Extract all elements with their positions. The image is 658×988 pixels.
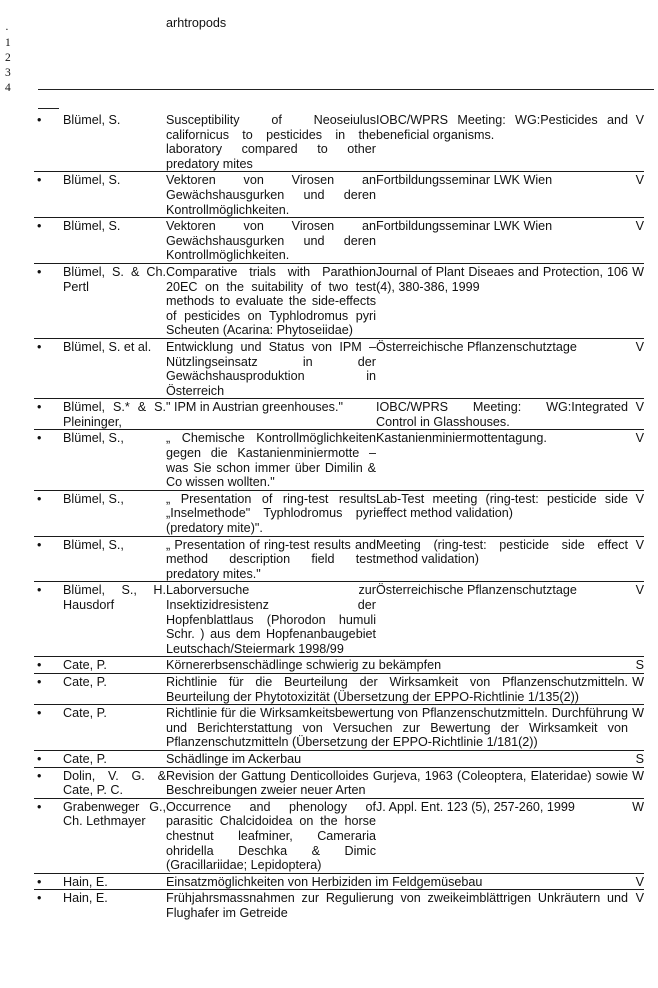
title-cell: „ Presentation of ring-test results and method description field test predatory mites." — [166, 537, 376, 581]
venue-cell: Fortbildungsseminar LWK Wien — [376, 219, 553, 234]
author-cell: Blümel, S., H. Hausdorf — [63, 583, 166, 612]
line-numbers — [5, 26, 11, 96]
bullet-icon: • — [37, 674, 42, 689]
type-cell: V — [635, 537, 644, 552]
author-cell: Blümel, S. et al. — [63, 339, 152, 354]
table-row — [34, 491, 644, 537]
table-row — [34, 264, 644, 339]
author-cell: Hain, E. — [63, 874, 108, 889]
bullet-icon: • — [37, 768, 42, 783]
venue-cell: Österreichische Pflanzenschutztage — [376, 339, 577, 354]
bullet-icon: • — [37, 431, 42, 446]
bullet-icon: • — [37, 891, 42, 906]
line-number: 4 — [5, 82, 11, 94]
venue-cell: Österreichische Pflanzenschutztage — [376, 583, 577, 598]
bullet-icon: • — [37, 173, 42, 188]
table-row — [34, 799, 644, 874]
bullet-icon: • — [37, 706, 42, 721]
title-cell: Occurrence and phenology of parasitic Chalcidoidea on the horse chestnut leafminer, Cameraria ohridella Deschka & Dimic (Gracillariidae; Lepidoptera) — [166, 799, 376, 873]
table-top-rule — [38, 89, 654, 90]
bullet-icon: • — [37, 583, 42, 598]
title-cell: Entwicklung und Status von IPM – Nützlingseinsatz in der Gewächshausproduktion in Österreich — [166, 339, 376, 398]
type-cell: V — [635, 173, 644, 188]
type-cell: V — [635, 431, 644, 446]
type-cell: S — [635, 751, 644, 766]
author-cell: Blümel, S. — [63, 219, 121, 234]
table-row — [34, 674, 644, 705]
venue-cell: J. Appl. Ent. 123 (5), 257-260, 1999 — [376, 799, 575, 814]
title-cell: Richtlinie für die Wirksamkeitsbewertung von Pflanzenschutzmitteln. Durchführung und Berichterstattung von Versuchen zur Bewertung der Wirksamkeit von Pflanzenschutzmitteln (Übersetzung der EPPO-Richtlinie 1/181(2)) — [166, 706, 628, 750]
table-row — [34, 768, 644, 799]
author-cell: Cate, P. — [63, 658, 107, 673]
title-cell: Revision der Gattung Denticolloides Gurjeva, 1963 (Coleoptera, Elateridae) sowie Beschreibungen zweier neuer Arten — [166, 768, 628, 798]
bullet-icon: • — [37, 219, 42, 234]
type-cell: V — [635, 874, 644, 889]
title-cell: Vektoren von Virosen an Gewächshausgurken und deren Kontrollmöglichkeiten. — [166, 219, 376, 263]
line-number: 3 — [5, 67, 11, 79]
type-cell: S — [635, 658, 644, 673]
type-cell: V — [635, 400, 644, 415]
type-cell: V — [635, 113, 644, 127]
author-cell: Blümel, S. — [63, 173, 121, 188]
table-row — [34, 218, 644, 264]
bullet-icon: • — [37, 400, 42, 415]
venue-cell: Fortbildungsseminar LWK Wien — [376, 173, 553, 188]
table-row — [34, 657, 644, 674]
type-cell: V — [635, 491, 644, 506]
type-cell: W — [632, 674, 644, 689]
line-number: 2 — [5, 52, 11, 64]
venue-cell: IOBC/WPRS Meeting: WG:Pesticides and beneficial organisms. — [376, 113, 628, 142]
venue-cell: IOBC/WPRS Meeting: WG:Integrated Control in Glasshouses. — [376, 400, 628, 429]
bullet-icon: • — [37, 491, 42, 506]
type-cell: W — [632, 264, 644, 279]
type-cell: W — [632, 706, 644, 721]
author-cell: Hain, E. — [63, 891, 108, 906]
bullet-icon: • — [37, 799, 42, 814]
table-row — [34, 874, 644, 891]
bullet-icon: • — [37, 339, 42, 354]
bullet-icon: • — [37, 264, 42, 279]
author-cell: Blümel, S., — [63, 491, 124, 506]
title-cell: Laborversuche zur Insektizidresistenz der Hopfenblattlaus (Phorodon humuli Schr. ) aus dem Hopfenanbaugebiet Leutschach/Steiermark 1998/99 — [166, 583, 376, 656]
author-cell: Blümel, S. — [63, 113, 121, 127]
title-cell: Susceptibility of Neoseiulus californicus to pesticides in the laboratory compared to other predatory mites — [166, 113, 376, 171]
short-rule — [38, 108, 59, 109]
table-row — [34, 537, 644, 583]
table-row — [34, 890, 644, 920]
author-cell: Blümel, S., — [63, 537, 124, 552]
type-cell: W — [632, 768, 644, 783]
author-cell: Grabenweger G., Ch. Lethmayer — [63, 799, 166, 829]
table-row — [34, 430, 644, 490]
line-marker: · — [5, 24, 9, 36]
line-number: 1 — [5, 37, 11, 49]
title-cell: Vektoren von Virosen an Gewächshausgurken und deren Kontrollmöglichkeiten. — [166, 173, 376, 217]
type-cell: V — [635, 339, 644, 354]
author-cell: Dolin, V. G. & Cate, P. C. — [63, 768, 166, 798]
title-cell: Einsatzmöglichkeiten von Herbiziden im Feldgemüsebau — [166, 874, 483, 889]
bullet-icon: • — [37, 751, 42, 766]
table-row — [34, 112, 644, 172]
table-row — [34, 399, 644, 430]
title-cell: „ Chemische Kontrollmöglichkeiten gegen die Kastanienminiermotte – was Sie schon immer über Dimilin & Co wissen wollten." — [166, 431, 376, 490]
author-cell: Cate, P. — [63, 751, 107, 766]
venue-cell: Lab-Test meeting (ring-test: pesticide side effect method validation) — [376, 491, 628, 521]
table-row — [34, 339, 644, 399]
author-cell: Cate, P. — [63, 706, 107, 721]
title-cell: Schädlinge im Ackerbau — [166, 751, 302, 766]
type-cell: V — [635, 583, 644, 598]
author-cell: Blümel, S., — [63, 431, 124, 446]
venue-cell: Kastanienminiermottentagung. — [376, 431, 547, 446]
table-row — [34, 751, 644, 768]
table-row — [34, 172, 644, 218]
title-cell: Comparative trials with Parathion 20EC on the suitability of two test methods to evaluate the side-effects of pesticides on Typhlodromus pyri Scheuten (Acarina: Phytoseiidae) — [166, 264, 376, 338]
bullet-icon: • — [37, 537, 42, 552]
author-cell: Blümel, S. & Ch. Pertl — [63, 264, 166, 294]
title-cell: „ Presentation of ring-test results „Inselmethode" Typhlodromus pyri (predatory mite)". — [166, 491, 376, 536]
author-cell: Cate, P. — [63, 674, 107, 689]
bullet-icon: • — [37, 874, 42, 889]
continued-venue-text: arhtropods — [166, 16, 227, 30]
table-row — [34, 582, 644, 657]
venue-cell: Journal of Plant Diseaes and Protection, 106 (4), 380-386, 1999 — [376, 264, 628, 294]
publication-table — [34, 112, 644, 920]
type-cell: W — [632, 799, 644, 814]
table-row — [34, 705, 644, 751]
type-cell: V — [635, 219, 644, 234]
title-cell: " IPM in Austrian greenhouses." — [166, 400, 343, 415]
title-cell: Frühjahrsmassnahmen zur Regulierung von zweikeimblättrigen Unkräutern und Flughafer im Getreide — [166, 891, 628, 920]
title-cell: Richtlinie für die Beurteilung der Wirksamkeit von Pflanzenschutzmitteln. Beurteilung der Phytotoxizität (Übersetzung der EPPO-Richtlinie 1/135(2)) — [166, 674, 628, 704]
bullet-icon: • — [37, 113, 42, 127]
venue-cell: Meeting (ring-test: pesticide side effect method validation) — [376, 537, 628, 567]
title-cell: Körnererbsenschädlinge schwierig zu bekämpfen — [166, 658, 442, 673]
type-cell: V — [635, 891, 644, 906]
bullet-icon: • — [37, 658, 42, 673]
author-cell: Blümel, S.* & S. Pleininger, — [63, 400, 166, 429]
